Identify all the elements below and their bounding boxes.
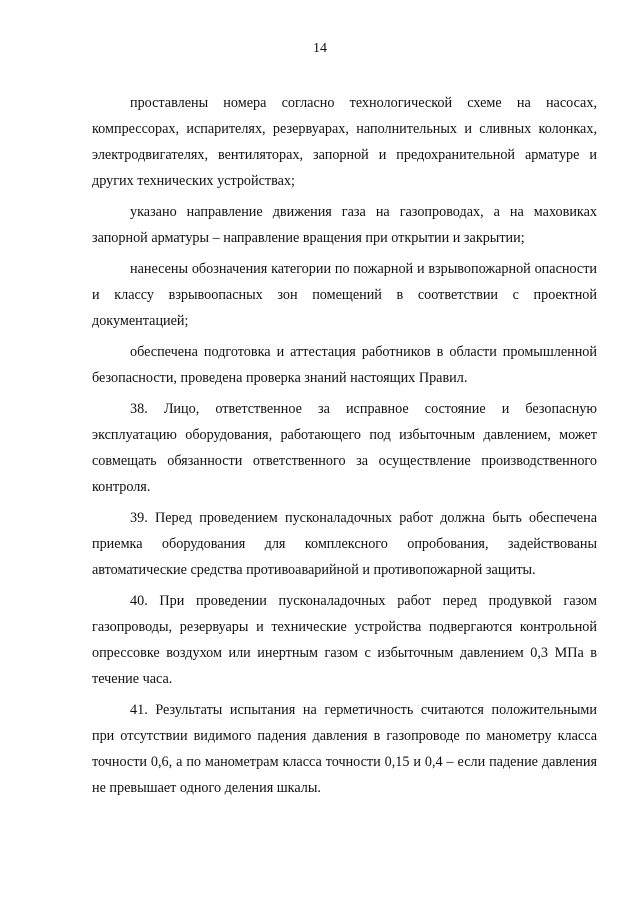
paragraph-staff-certification: обеспечена подготовка и аттестация работников в области промышленной безопасности, проведена проверка знаний настоящих Правил. — [92, 344, 597, 386]
paragraph-item-39: 39. Перед проведением пусконаладочных работ должна быть обеспечена приемка оборудования для комплексного опробования, задействованы автоматические средства противоаварийной и противопожарной защиты. — [92, 510, 597, 578]
paragraph-gas-direction: указано направление движения газа на газопроводах, а на маховиках запорной арматуры – направление вращения при открытии и закрытии; — [92, 204, 597, 246]
paragraph-markings: проставлены номера согласно технологической схеме на насосах, компрессорах, испарителях, резервуарах, наполнительных и сливных колонках, электродвигателях, вентиляторах, запорной и предохранительной арматуре и других технических устройствах; — [92, 95, 597, 189]
page-number: 14 — [313, 41, 327, 56]
paragraph-item-38: 38. Лицо, ответственное за исправное состояние и безопасную эксплуатацию оборудования, работающего под избыточным давлением, может совмещать обязанности ответственного за осуществление производственного контроля. — [92, 401, 597, 495]
document-body — [92, 90, 597, 806]
paragraph-fire-category: нанесены обозначения категории по пожарной и взрывопожарной опасности и классу взрывоопасных зон помещений в соответствии с проектной документацией; — [92, 261, 597, 329]
paragraph-item-40: 40. При проведении пусконаладочных работ перед продувкой газом газопроводы, резервуары и технические устройства подвергаются контрольной опрессовке воздухом или инертным газом с избыточным давлением 0,3 МПа в течение часа. — [92, 593, 597, 687]
paragraph-item-41: 41. Результаты испытания на герметичность считаются положительными при отсутствии видимого падения давления в газопроводе по манометру класса точности 0,6, а по манометрам класса точности 0,15 и 0,4 – если падение давления не превышает одного деления шкалы. — [92, 702, 597, 796]
